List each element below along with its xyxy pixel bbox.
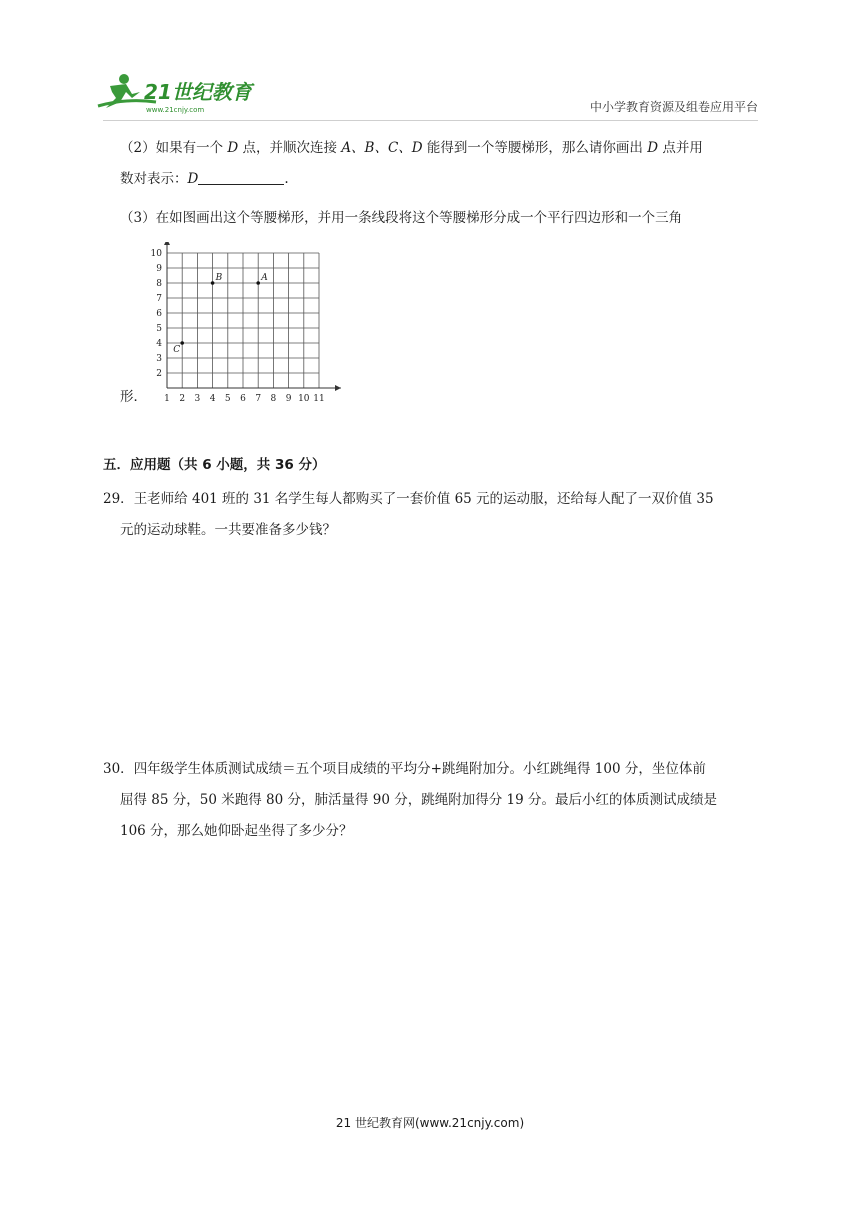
y-tick-label: 7 [156, 294, 162, 304]
point-B [211, 281, 215, 285]
x-tick-label: 4 [209, 394, 216, 404]
x-tick-label: 7 [255, 394, 262, 404]
point-label-A: A [261, 273, 268, 283]
y-tick-label: 5 [156, 324, 162, 334]
grid-lines [167, 253, 319, 388]
y-tick-label: 8 [156, 279, 162, 289]
x-axis-arrow [335, 385, 341, 391]
header-platform-text: 中小学教育资源及组卷应用平台 [589, 100, 758, 114]
footer: 21 世纪教育网(www.21cnjy.com) [335, 1116, 525, 1130]
x-tick-label: 10 [298, 394, 310, 404]
point-C [180, 341, 184, 345]
y-axis-arrow [164, 242, 170, 245]
y-tick-label: 9 [156, 264, 162, 274]
grid-labels [151, 249, 325, 404]
point-label-B: B [215, 273, 223, 283]
section-title: 五．应用题（共 6 小题，共 36 分） [103, 457, 326, 473]
logo-text: 21世纪教育 [144, 80, 252, 104]
point-label-C: C [173, 345, 181, 355]
x-tick-label: 9 [285, 394, 292, 404]
y-tick-label: 10 [150, 249, 162, 259]
question-30: 30．四年级学生体质测试成绩＝五个项目成绩的平均分+跳绳附加分。小红跳绳得 100 分，坐位体前 屈得 85 分，50 米跑得 80 分，肺活量得 90 分，跳绳附加得分 19 分。最后小红的体质测试成绩是 106 分，那么她仰卧起坐得了多少分？ [103, 761, 718, 839]
question-29: 29．王老师给 401 班的 31 名学生每人都购买了一套价值 65 元的运动服，还给每人配了一双价值 35 元的运动球鞋。一共要准备多少钱？ [103, 491, 714, 538]
question-3-tail: 形． [120, 389, 147, 405]
x-tick-label: 3 [194, 394, 201, 404]
point-A [256, 281, 260, 285]
question-3: （3）在如图画出这个等腰梯形，并用一条线段将这个等腰梯形分成一个平行四边形和一个三角 [120, 210, 683, 226]
x-tick-label: 1 [164, 394, 170, 404]
question-2: （2）如果有一个 D 点，并顺次连接 A、B、C、D 能得到一个等腰梯形，那么请你画出 D 点并用 数对表示：D . [120, 140, 703, 187]
x-tick-label: 8 [270, 394, 277, 404]
y-tick-label: 2 [156, 369, 162, 379]
logo [96, 68, 266, 116]
y-tick-label: 3 [156, 354, 162, 364]
grid-axes [164, 242, 341, 391]
x-tick-label: 11 [313, 394, 325, 404]
coordinate-grid [138, 242, 348, 407]
x-tick-label: 6 [240, 394, 246, 404]
header-divider [103, 120, 758, 121]
x-tick-label: 5 [224, 394, 231, 404]
x-tick-label: 2 [179, 394, 186, 404]
answer-blank[interactable] [198, 170, 284, 185]
logo-url: www.21cnjy.com [146, 106, 205, 114]
y-tick-label: 4 [156, 339, 162, 349]
y-tick-label: 6 [156, 309, 162, 319]
